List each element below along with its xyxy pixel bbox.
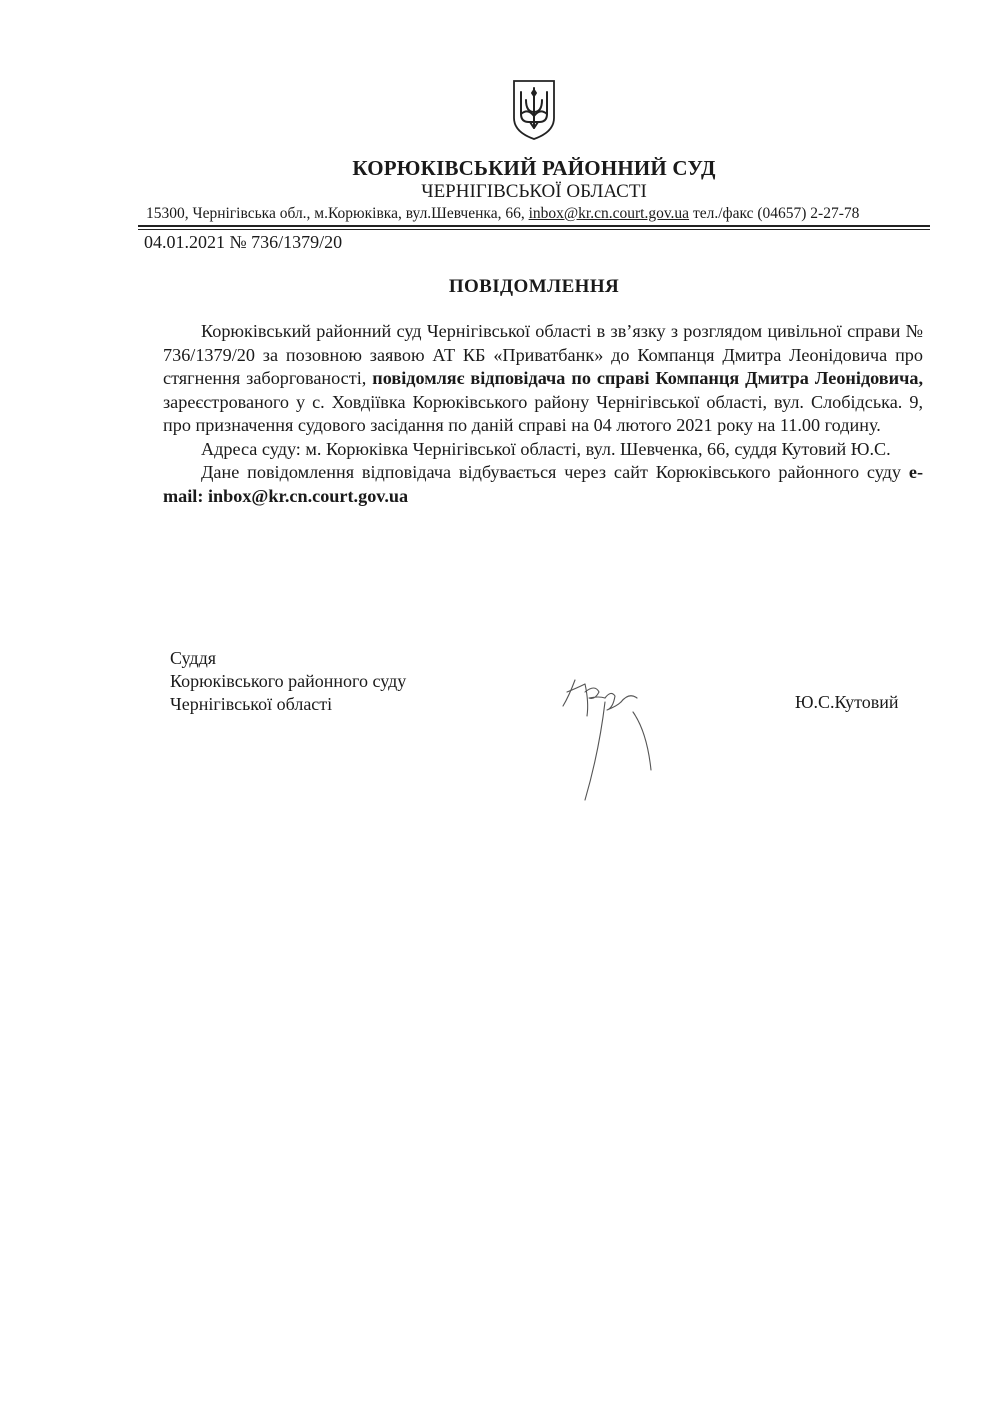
court-address: 15300, Чернігівська обл., м.Корюківка, вул.Шевченка, 66, — [146, 205, 525, 222]
p1-details: зареєстрованого у с. Ховдіївка Корюківського району Чернігівської області, вул. Слобідська. 9, про призначення судового засідання по даній справі на 04 лютого 2021 року на 11.00 годину. — [163, 391, 923, 435]
header-divider — [138, 225, 930, 227]
trident-coat-of-arms-icon — [511, 78, 557, 142]
p3-email: e-mail: inbox@kr.cn.court.gov.ua — [163, 462, 924, 506]
notice-body — [163, 320, 923, 508]
p3-intro: Дане повідомлення відповідача відбувається через сайт Корюківського районного суду — [201, 462, 902, 482]
court-phone: тел./факс (04657) 2-27-78 — [692, 205, 860, 222]
signer-position: Суддя — [170, 648, 217, 668]
p1-defendant: повідомляє відповідача по справі Компанця Дмитра Леонідовича, — [372, 368, 923, 388]
p1-intro: Корюківський районний суд Чернігівської області в зв’язку з розглядом цивільної справи № 736/1379/20 за позовною заявою АТ КБ «Приватбанк» до Компанця Дмитра Леонідовича про стягнення заборгованості, — [163, 321, 923, 388]
header-divider-thin — [138, 229, 930, 230]
court-contact-line — [146, 205, 922, 223]
signer-title-block — [170, 647, 406, 716]
notice-paragraph-3 — [163, 461, 923, 508]
notice-paragraph-2: Адреса суду: м. Корюківка Чернігівської області, вул. Шевченка, 66, суддя Кутовий Ю.С. — [201, 438, 891, 459]
court-region: ЧЕРНІГІВСЬКОЇ ОБЛАСТІ — [421, 181, 647, 202]
outgoing-reference: 04.01.2021 № 736/1379/20 — [144, 232, 343, 252]
document-title: ПОВІДОМЛЕННЯ — [448, 276, 620, 297]
court-name: КОРЮКІВСЬКИЙ РАЙОННИЙ СУД — [352, 156, 716, 180]
notice-paragraph-1 — [163, 320, 923, 438]
signer-region: Чернігівської області — [170, 694, 333, 714]
court-email-link[interactable]: inbox@kr.cn.court.gov.ua — [528, 205, 690, 222]
signer-court: Корюківського районного суду — [170, 671, 407, 691]
handwritten-signature — [555, 662, 665, 807]
signer-name: Ю.С.Кутовий — [795, 692, 899, 712]
